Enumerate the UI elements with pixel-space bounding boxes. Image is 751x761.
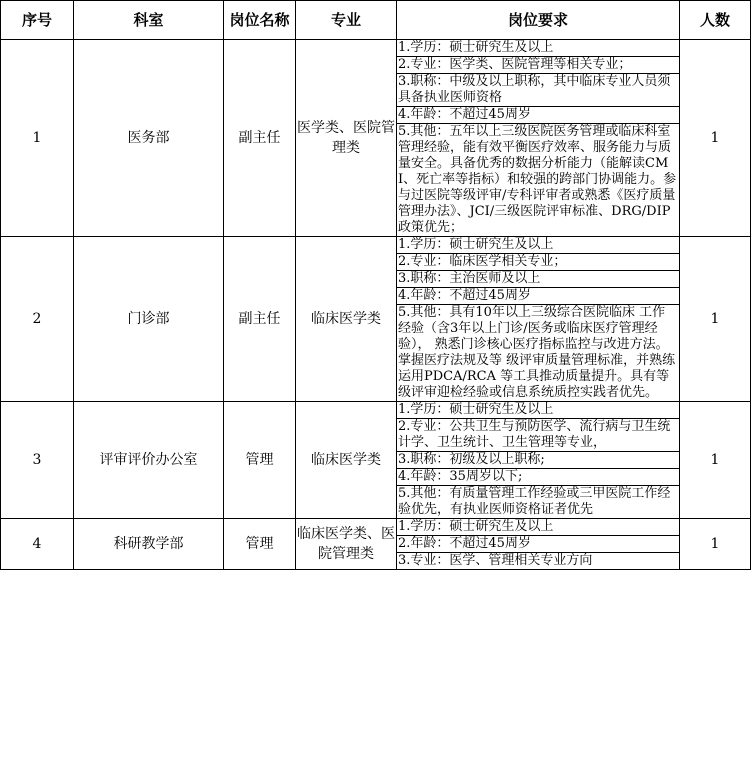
cell-requirements: [397, 519, 680, 570]
table-row: [1, 40, 751, 237]
header-row: [1, 1, 751, 40]
cell-title: 副主任: [224, 40, 296, 237]
header-seq: 序号: [1, 1, 74, 40]
table-row: [1, 402, 751, 519]
cell-dept: 门诊部: [74, 237, 224, 402]
requirement-item: 4.年龄：不超过45周岁: [397, 288, 679, 305]
requirement-item: 1.学历：硕士研究生及以上: [397, 237, 679, 254]
cell-major: 临床医学类、医院管理类: [296, 519, 397, 570]
cell-seq: 2: [1, 237, 74, 402]
cell-count: 1: [680, 402, 751, 519]
cell-seq: 1: [1, 40, 74, 237]
requirement-item: 5.其他：有质量管理工作经验或三甲医院工作经验优先，有执业医师资格证者优先: [398, 486, 671, 517]
requirement-item: 2.专业：公共卫生与预防医学、流行病与卫生统计学、卫生统计、卫生管理等专业，: [397, 419, 679, 452]
cell-dept: 评审评价办公室: [74, 402, 224, 519]
header-count: 人数: [680, 1, 751, 40]
requirement-item: 5.其他：具有10年以上三级综合医院临床 工作经验（含3年以上门诊/医务或临床医疗管理经验）， 熟悉门诊核心医疗指标监控与改进方法。掌握医疗法规及等 级评审质量管理标准，并熟练运用PDCA/RCA 等工具推动质量提升。具有等级评审迎检经验或信息系统质控实践者优先。: [398, 305, 676, 400]
header-title: 岗位名称: [224, 1, 296, 40]
cell-requirements: [397, 40, 680, 237]
requirement-item: 1.学历：硕士研究生及以上: [397, 40, 679, 57]
requirement-item: 1.学历：硕士研究生及以上: [397, 402, 679, 419]
header-dept: 科室: [74, 1, 224, 40]
requirement-item: 3.专业：医学、管理相关专业方向: [398, 553, 593, 568]
requirement-item: 3.职称：中级及以上职称，其中临床专业人员须具备执业医师资格: [397, 74, 679, 107]
cell-title: 管理: [224, 402, 296, 519]
requirement-item: 2.专业：医学类、医院管理等相关专业；: [397, 57, 679, 74]
cell-requirements: [397, 402, 680, 519]
cell-title: 管理: [224, 519, 296, 570]
requirement-item: 4.年龄：不超过45周岁: [397, 107, 679, 124]
requirement-item: 3.职称：初级及以上职称;: [397, 452, 679, 469]
requirement-item: 1.学历：硕士研究生及以上: [397, 519, 679, 536]
requirement-item: 5.其他：五年以上三级医院医务管理或临床科室管理经验，能有效平衡医疗效率、服务能力与质量安全。具备优秀的数据分析能力（能解读CMI、死亡率等指标）和较强的跨部门协调能力。参与过医院等级评审/专科评审者或熟悉《医疗质量管理办法》、JCI/三级医院评审标准、DRG/DIP政策优先；: [398, 124, 677, 235]
cell-requirements: [397, 237, 680, 402]
cell-seq: 4: [1, 519, 74, 570]
cell-seq: 3: [1, 402, 74, 519]
cell-major: 医学类、医院管理类: [296, 40, 397, 237]
requirement-item: 4.年龄：35周岁以下;: [397, 469, 679, 486]
cell-dept: 科研教学部: [74, 519, 224, 570]
cell-title: 副主任: [224, 237, 296, 402]
header-req: 岗位要求: [397, 1, 680, 40]
cell-count: 1: [680, 519, 751, 570]
cell-count: 1: [680, 40, 751, 237]
requirement-item: 3.职称：主治医师及以上: [397, 271, 679, 288]
requirement-item: 2.年龄：不超过45周岁: [397, 536, 679, 553]
cell-count: 1: [680, 237, 751, 402]
table-row: [1, 237, 751, 402]
requirement-item: 2.专业：临床医学相关专业；: [397, 254, 679, 271]
table-row: [1, 519, 751, 570]
cell-major: 临床医学类: [296, 402, 397, 519]
header-major: 专业: [296, 1, 397, 40]
cell-major: 临床医学类: [296, 237, 397, 402]
cell-dept: 医务部: [74, 40, 224, 237]
